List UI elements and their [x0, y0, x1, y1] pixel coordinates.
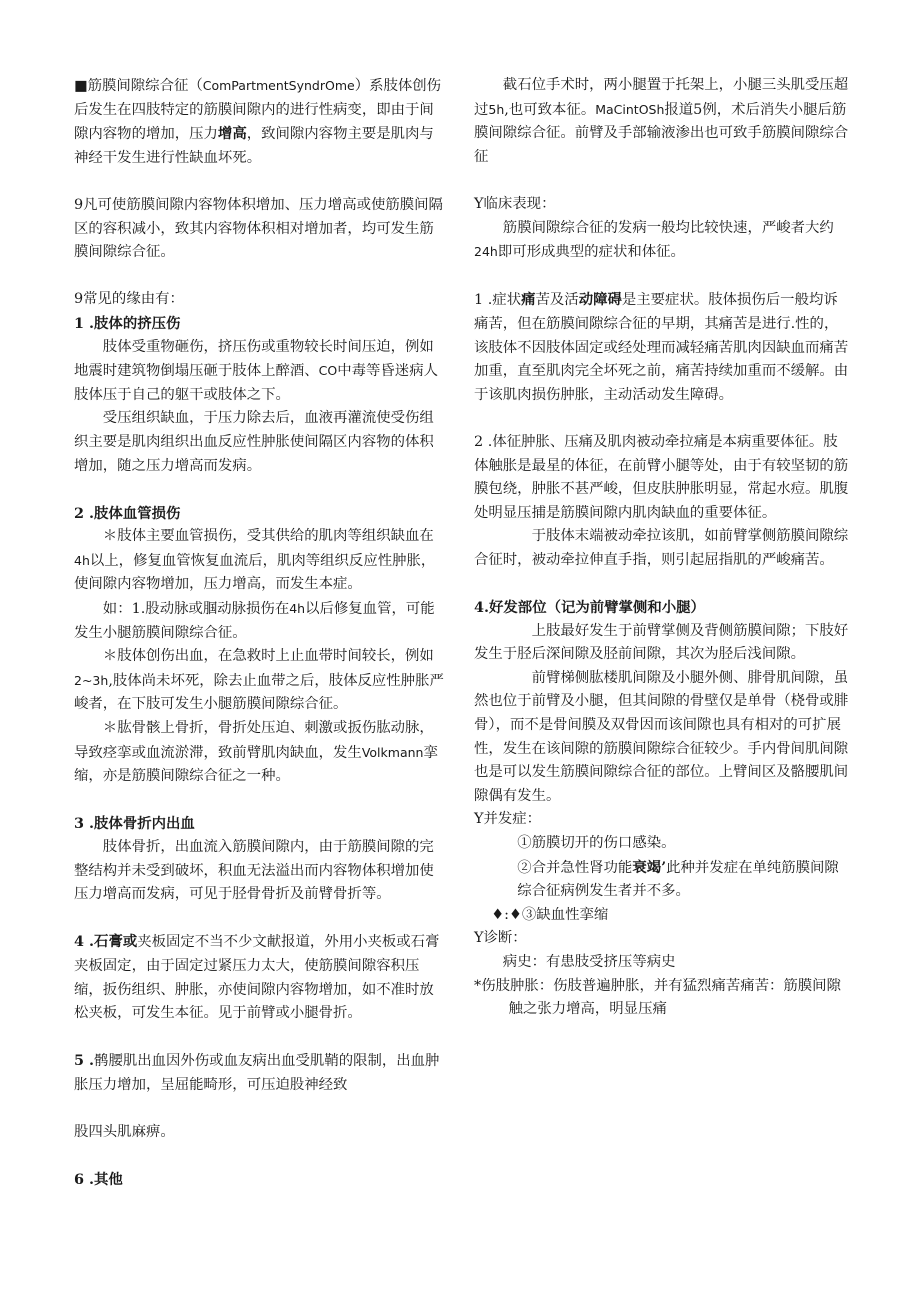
- section-3-heading: 3 .肢体骨折内出血: [74, 815, 195, 833]
- section-2-paragraph-3: ＊肢体创伤出血，在急救时上止血带时间较长，例如2~3h,肢体尚未坏死，除去止血带之后，肢体反应性肿胀严峻者，在下肢可发生小腿筋膜间隙综合征。: [74, 648, 444, 713]
- complication-item-1: ①筋膜切开的伤口感染。: [517, 835, 676, 851]
- term-english: ComPartmentSyndrOme: [202, 78, 355, 93]
- section-6-heading: 6 .其他: [74, 1171, 123, 1189]
- section-1-paragraph-2: 受压组织缺血，于压力除去后，血液再灌流使受伤组织主要是肌肉组织出血反应性肿胀使间隔区内容物的体积增加，随之压力增高而发病。: [74, 410, 434, 474]
- section-2-paragraph-2: 如：1.股动脉或腘动脉损伤在4h以后修复血管，可能发生小腿筋膜间隙综合征。: [74, 601, 435, 641]
- diagnosis-line-1: 病史：有患肢受挤压等病史: [502, 953, 676, 970]
- right-column: [474, 74, 852, 1022]
- diagnosis-line-2: *伤肢肿胀：伤肢普遍肿胀，并有猛烈痛苦痛苦：筋膜间隙触之张力增高，明显压痛: [474, 977, 841, 1018]
- sign-paragraph-1: 2 .体征肿胀、压痛及肌肉被动牵拉痛是本病重要体征。肢体触胀是最星的体征，在前臂小腿等处，由于有较坚韧的筋膜包绕，肿胀不甚严峻，但皮肤肿胀明显，常起水痘。肌腹处明显压捕是筋膜间隙内肌肉缺血的重要体征。: [474, 433, 849, 521]
- section-5-paragraph: 5 .鹘腰肌出血因外伤或血友病出血受肌鞘的限制，出血肿胀压力增加，呈屈能畸形，可压迫股神经致: [74, 1052, 440, 1093]
- predilection-heading: 4.好发部位（记为前臂掌侧和小腿）: [474, 599, 705, 617]
- section-2-heading: 2 .肢体血管损伤: [74, 504, 181, 522]
- complications-title: Y并发症：: [474, 811, 542, 828]
- predilection-paragraph-1: 上肢最好发生于前臂掌侧及背侧筋膜间隙；下肢好发生于胫后深间隙及胫前间隙，其次为胫后浅间隙。: [474, 622, 849, 663]
- complication-item-3: ♦:♦③缺血性挛缩: [491, 906, 609, 923]
- intro-paragraph: ■筋膜间隙综合征（ComPartmentSyndrOme）系肢体创伤后发生在四肢特定的筋膜间隙内的进行性病变，即由于间隙内容物的增加，压力增高，致间隙内容物主要是肌肉与神经干发生进行性缺血坏死。: [74, 78, 442, 166]
- section-4-paragraph: 4 .石膏或夹板固定不当不少文献报道，外用小夹板或石膏夹板固定，由于固定过紧压力太大，使筋膜间隙容积压缩，扳伤组织、肿胀，亦使间隙内容物增加，如不准时放松夹板，可发生本征。见于前臂或小腿骨折。: [74, 933, 440, 1022]
- clinical-paragraph: 筋膜间隙综合征的发病一般均比较快速，严峻者大约24h即可形成典型的症状和体征。: [474, 219, 834, 261]
- causes-title: 9常见的缘由有：: [74, 291, 184, 308]
- diagnosis-title: Y诊断：: [474, 930, 527, 947]
- section-2-paragraph-1: ＊肢体主要血管损伤，受其供给的肌肉等组织缺血在4h以上，修复血管恢复血流后，肌肉等组织反应性肿胀，使间隙内容物增加，压力增高，而发生本症。: [74, 528, 436, 593]
- section-3-paragraph-1: 肢体骨折，出血流入筋膜间隙内，由于筋膜间隙的完整结构并未受到破坏，积血无法溢出而内容物体积增加使压力增高而发病，可见于胫骨骨折及前臂骨折等。: [74, 839, 434, 903]
- section-1-heading: 1 .肢体的挤压伤: [74, 314, 181, 332]
- sign-paragraph-2: 于肢体末端被动牵拉该肌，如前臂掌侧筋膜间隙综合征时，被动牵拉伸直手指，则引起屈指肌的严峻痛苦。: [474, 528, 849, 568]
- square-bullet-icon: ■: [74, 78, 88, 94]
- section-2-paragraph-4: ＊肱骨骸上骨折，骨折处压迫、刺激或扳伤肱动脉，导致痉挛或血流淤滞，致前臂肌肉缺血，发生Volkmann挛缩，亦是筋膜间隙综合征之一种。: [74, 720, 438, 785]
- lithotomy-paragraph: 截石位手术时，两小腿置于托架上，小腿三头肌受压超过5h,也可致本征。MaCintOSh报道5例，术后消失小腿后筋膜间隙综合征。前臂及手部输液渗出也可致手筋膜间隙综合征: [474, 77, 849, 165]
- section-5-continuation: 股四头肌麻痹。: [74, 1124, 175, 1141]
- predilection-paragraph-2: 前臂梯侧肱楼肌间隙及小腿外侧、腓骨肌间隙，虽然也位于前臂及小腿，但其间隙的骨壁仅是单骨（桡骨或腓骨），而不是骨间膜及双骨因而该间隙也具有相对的可扩展性，发生在该间隙的筋膜间隙综合征较少。手内骨间肌间隙也是可以发生筋膜间隙综合征的部位。上臂间区及骼腰肌间隙偶有发生。: [474, 669, 849, 804]
- section-1-paragraph-1: 肢体受重物砸伤，挤压伤或重物较长时间压迫，例如地震时建筑物倒塌压砸于肢体上醉酒、CO中毒等昏迷病人肢体压于自己的躯干或肢体之下。: [74, 338, 438, 403]
- left-column: [74, 74, 448, 1192]
- clinical-title: Y临床表现：: [474, 195, 556, 212]
- complication-item-2: ②合并急性肾功能衰竭’此种并发症在单纯筋膜间隙综合征病例发生者并不多。: [517, 858, 839, 900]
- symptom-paragraph: 1 .症状痛苦及活动障碍是主要症状。肢体损伤后一般均诉痛苦，但在筋膜间隙综合征的早期，其痛苦是进行.性的，该肢体不因肢体固定或经处理而减轻痛苦肌肉因缺血而痛苦加重，直至肌肉完全坏死之前，痛苦持续加重而不缓解。由于该肌肉损伤肿胀，主动活动发生障碍。: [474, 291, 849, 403]
- definition-paragraph: 9凡可使筋膜间隙内容物体积增加、压力增高或使筋膜间隔区的容积减小，致其内容物体积相对增加者，均可发生筋膜间隙综合征。: [74, 196, 443, 261]
